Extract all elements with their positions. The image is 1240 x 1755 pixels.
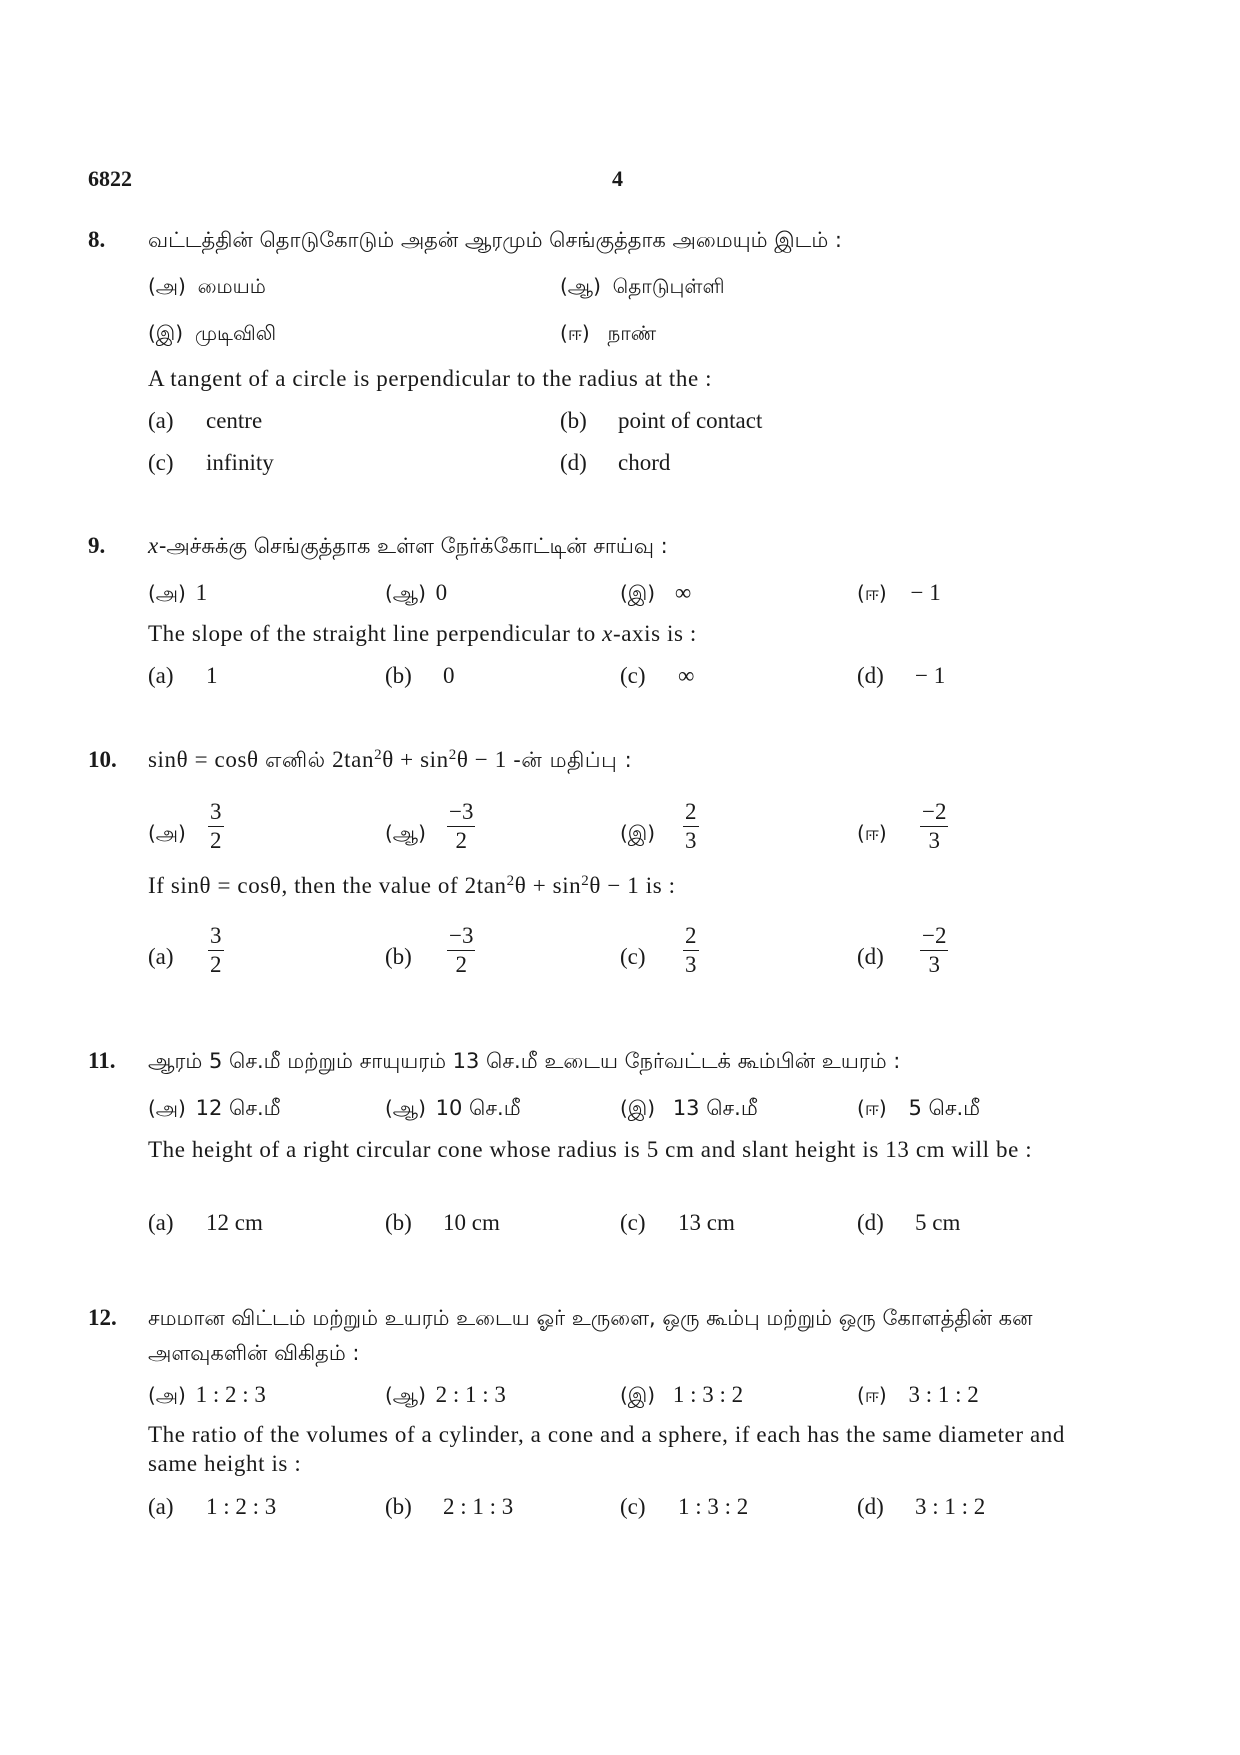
option-text: முடிவிலி: [194, 321, 277, 345]
option-tamil-d: [857, 818, 887, 848]
option-tamil-b: [385, 818, 426, 848]
question-text-post: -axis is :: [612, 621, 697, 646]
denominator: 2: [455, 952, 467, 977]
option-tamil-d: [857, 1380, 979, 1410]
question-text-english: [148, 871, 676, 901]
option-text: 1: [195, 580, 208, 605]
option-label: (b): [385, 1494, 412, 1519]
option-label: (அ): [148, 821, 186, 845]
question-number: 8.: [88, 227, 106, 252]
equation-part: θ − 1 is :: [589, 873, 676, 898]
variable-x: x: [148, 533, 159, 558]
option-label: (இ): [620, 1383, 656, 1407]
option-label: (இ): [620, 581, 656, 605]
option-label: (b): [385, 944, 412, 969]
option-text: 1 : 3 : 2: [678, 1494, 749, 1519]
option-label: (c): [148, 450, 174, 475]
numerator: 2: [683, 799, 699, 827]
option-label: (ஈ): [857, 581, 887, 605]
option-text: 10 செ.மீ: [435, 1096, 521, 1120]
equation-part: 2tan: [332, 747, 375, 772]
question-text-english: [148, 619, 697, 649]
option-tamil-c: [620, 1093, 758, 1123]
option-label: (ஈ): [857, 1096, 887, 1120]
option-text: 12 செ.மீ: [195, 1096, 281, 1120]
option-tamil-c: [620, 818, 655, 848]
tamil-word: -ன் மதிப்பு :: [513, 748, 633, 772]
option-english-a: [148, 1492, 277, 1522]
denominator: 3: [928, 952, 940, 977]
option-tamil-b: [385, 1093, 521, 1123]
option-tamil-d: [857, 1093, 980, 1123]
denominator: 2: [210, 828, 222, 853]
option-label: (ஈ): [857, 821, 887, 845]
option-english-c: [620, 661, 695, 691]
option-english-b: [385, 942, 412, 972]
equation-part: θ + sin: [382, 747, 449, 772]
fraction: [683, 799, 699, 854]
fraction: [208, 923, 224, 978]
option-label: (d): [857, 1210, 884, 1235]
option-english-c: [148, 448, 274, 478]
option-label: (b): [560, 408, 587, 433]
tamil-word: எனில்: [264, 748, 326, 772]
option-label: (b): [385, 663, 412, 688]
option-english-c: [620, 942, 646, 972]
option-tamil-c: [620, 1380, 743, 1410]
option-text: 1 : 2 : 3: [206, 1494, 277, 1519]
question-text-english: A tangent of a circle is perpendicular to the radius at the :: [148, 366, 713, 391]
option-text: 5 cm: [915, 1210, 961, 1235]
option-english-d: [857, 1208, 961, 1238]
numerator: −3: [447, 799, 475, 827]
option-label: (a): [148, 944, 174, 969]
option-label: (அ): [148, 274, 186, 298]
question-number: 9.: [88, 533, 106, 558]
option-label: (ஈ): [560, 321, 590, 345]
question-text-pre: The slope of the straight line perpendicular to: [148, 621, 603, 646]
option-text: chord: [618, 450, 671, 475]
option-text: 5 செ.மீ: [908, 1096, 981, 1120]
numerator: 3: [208, 923, 224, 951]
option-text: 10 cm: [443, 1210, 500, 1235]
denominator: 3: [685, 952, 697, 977]
option-tamil-b: [385, 578, 447, 608]
option-label: (c): [620, 1210, 646, 1235]
option-text: ∞: [674, 580, 692, 605]
option-text: − 1: [915, 663, 946, 688]
option-label: (a): [148, 663, 174, 688]
question-text-rest: -அச்சுக்கு செங்குத்தாக உள்ள நேர்க்கோட்டின் சாய்வு :: [158, 534, 668, 558]
equation-part: If sinθ = cosθ, then the value of 2tan: [148, 873, 507, 898]
option-tamil-a: [148, 578, 207, 608]
option-text: 3 : 1 : 2: [908, 1382, 979, 1407]
option-tamil-b: [385, 1380, 506, 1410]
question-text-tamil: [148, 531, 668, 561]
exponent: 2: [581, 873, 590, 889]
option-tamil-b: [560, 271, 725, 301]
numerator: 3: [208, 799, 224, 827]
option-english-a: [148, 942, 174, 972]
question-number: 11.: [88, 1048, 116, 1073]
option-text: 1: [206, 663, 218, 688]
option-english-c: [620, 1492, 749, 1522]
option-text: மையம்: [197, 274, 266, 298]
question-text-tamil: சமமான விட்டம் மற்றும் உயரம் உடைய ஓர் உருளை, ஒரு கூம்பு மற்றும் ஒரு கோளத்தின் கன அளவுகளின் விகிதம் :: [148, 1306, 1033, 1365]
option-label: (a): [148, 408, 174, 433]
equation-part: θ + sin: [514, 873, 582, 898]
option-tamil-a: [148, 818, 186, 848]
option-label: (ஆ): [385, 1383, 426, 1407]
option-english-d: [560, 448, 671, 478]
option-label: (இ): [148, 321, 184, 345]
option-text: 2 : 1 : 3: [443, 1494, 514, 1519]
option-tamil-a: [148, 1093, 281, 1123]
question-number: 10.: [88, 747, 117, 772]
option-label: (ஈ): [857, 1383, 887, 1407]
option-label: (ஆ): [385, 821, 426, 845]
option-label: (d): [857, 944, 884, 969]
option-text: 0: [443, 663, 455, 688]
option-text: 13 cm: [678, 1210, 735, 1235]
option-text: point of contact: [618, 408, 763, 433]
equation-part: sinθ = cosθ: [148, 747, 259, 772]
option-text: centre: [206, 408, 263, 433]
paper-code: 6822: [88, 166, 132, 191]
option-english-d: [857, 1492, 986, 1522]
option-label: (அ): [148, 581, 186, 605]
option-tamil-c: [148, 318, 276, 348]
option-english-b: [385, 661, 455, 691]
option-english-b: [385, 1208, 500, 1238]
page-number: 4: [612, 166, 623, 191]
question-text-tamil: வட்டத்தின் தொடுகோடும் அதன் ஆரமும் செங்குத்தாக அமையும் இடம் :: [148, 228, 842, 252]
option-text: 0: [435, 580, 448, 605]
exponent: 2: [374, 747, 383, 763]
option-text: நாண்: [607, 321, 657, 345]
option-text: 13 செ.மீ: [672, 1096, 758, 1120]
option-english-a: [148, 661, 218, 691]
option-english-b: [385, 1492, 514, 1522]
option-label: (d): [560, 450, 587, 475]
numerator: −2: [920, 923, 948, 951]
option-tamil-d: [560, 318, 656, 348]
fraction: [447, 799, 475, 854]
option-label: (b): [385, 1210, 412, 1235]
option-label: (c): [620, 944, 646, 969]
option-label: (இ): [620, 821, 656, 845]
option-english-a: [148, 406, 263, 436]
numerator: −3: [447, 923, 475, 951]
option-tamil-d: [857, 578, 941, 608]
fraction: [683, 923, 699, 978]
option-label: (d): [857, 1494, 884, 1519]
numerator: 2: [683, 923, 699, 951]
question-text-tamil: [148, 745, 632, 775]
option-label: (அ): [148, 1096, 186, 1120]
denominator: 3: [928, 828, 940, 853]
option-label: (a): [148, 1210, 174, 1235]
option-label: (அ): [148, 1383, 186, 1407]
option-label: (c): [620, 663, 646, 688]
option-label: (ஆ): [560, 274, 601, 298]
option-label: (ஆ): [385, 581, 426, 605]
option-text: 3 : 1 : 2: [915, 1494, 986, 1519]
denominator: 3: [685, 828, 697, 853]
option-tamil-a: [148, 271, 266, 301]
fraction: [447, 923, 475, 978]
question-text-english: The height of a right circular cone whose radius is 5 cm and slant height is 13 cm will be :: [148, 1137, 1033, 1162]
option-tamil-c: [620, 578, 691, 608]
option-english-c: [620, 1208, 735, 1238]
numerator: −2: [920, 799, 948, 827]
exponent: 2: [506, 873, 515, 889]
option-english-a: [148, 1208, 263, 1238]
option-english-d: [857, 661, 946, 691]
denominator: 2: [210, 952, 222, 977]
option-label: (இ): [620, 1096, 656, 1120]
option-label: (c): [620, 1494, 646, 1519]
equation-part: θ − 1: [456, 747, 507, 772]
question-text-english: The ratio of the volumes of a cylinder, a cone and a sphere, if each has the same diameter and same height is :: [148, 1422, 1065, 1476]
fraction: [920, 799, 948, 854]
question-number: 12.: [88, 1305, 117, 1330]
option-text: ∞: [678, 663, 695, 688]
option-tamil-a: [148, 1380, 266, 1410]
option-text: 1 : 3 : 2: [672, 1382, 744, 1407]
denominator: 2: [455, 828, 467, 853]
option-english-d: [857, 942, 884, 972]
question-text-tamil: ஆரம் 5 செ.மீ மற்றும் சாயுயரம் 13 செ.மீ உடைய நேர்வட்டக் கூம்பின் உயரம் :: [148, 1049, 901, 1073]
option-text: − 1: [910, 580, 941, 605]
option-english-b: [560, 406, 763, 436]
option-text: 1 : 2 : 3: [195, 1382, 266, 1407]
option-text: 12 cm: [206, 1210, 263, 1235]
fraction: [208, 799, 224, 854]
option-text: தொடுபுள்ளி: [612, 274, 725, 298]
option-label: (a): [148, 1494, 174, 1519]
option-text: infinity: [206, 450, 274, 475]
variable-x: x: [602, 621, 613, 646]
option-label: (d): [857, 663, 884, 688]
option-text: 2 : 1 : 3: [435, 1382, 506, 1407]
option-label: (ஆ): [385, 1096, 426, 1120]
fraction: [920, 923, 948, 978]
exponent: 2: [448, 747, 457, 763]
